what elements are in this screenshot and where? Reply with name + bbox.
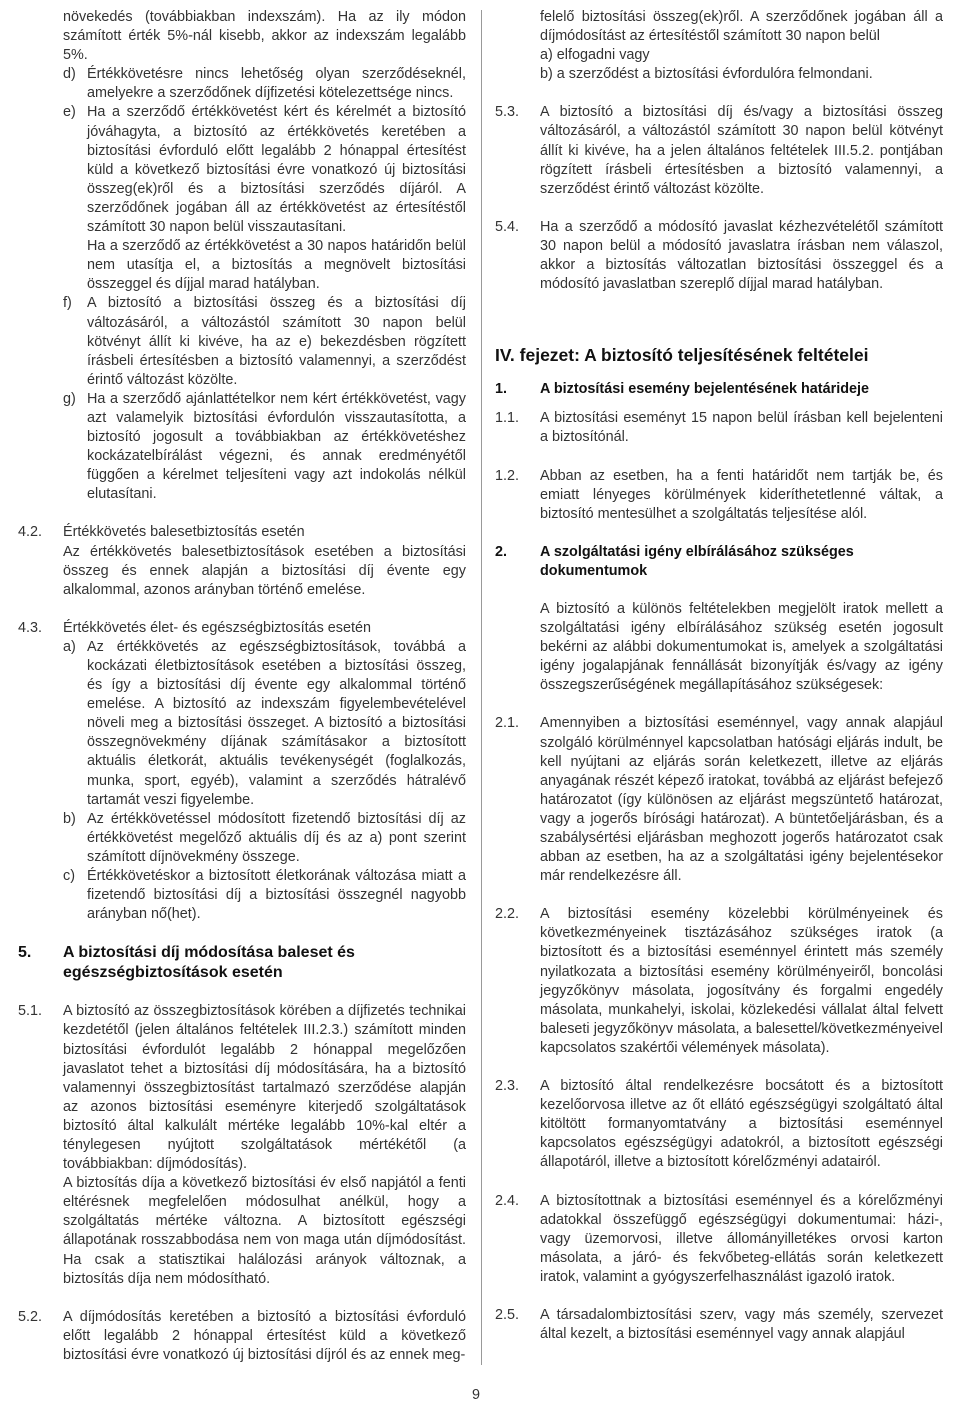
item-4-3-a: a) Az értékkövetés az egészségbiztosítások, továbbá a kockázati életbiztosítások esetében a biztosítási összeg, és így a biztosítási díj évente egy alkalommal történő emelése. A biztosító az indexszám figyelembevételével növeli meg a biztosítási összeget. A biztosító a biztosítási összegnövekmény díjának számításakor a biztosított aktuális életkorát, aktuális tevékenységét (foglalkozás, munka, sport, egyéb), valamint a szerződés hátralévő tartamát veszi figyelembe.: [63, 638, 466, 808]
section-5-2: 5.2. A díjmódosítás keretében a biztosító a biztosítási évforduló előtt legalább 2 hónappal értesítést küld a következő biztosítási évre vonatkozó új biztosítási díjról és az ennek meg-: [18, 1308, 466, 1363]
section-1-2: 1.2. Abban az esetben, ha a fenti határidőt nem tartják be, és emiatt lényeges körülmények kideríthetetlenné váltak, a biztosító mentesülhet a szolgáltatás teljesítése alól.: [495, 467, 943, 522]
column-separator: [481, 10, 482, 1365]
heading-5: 5. A biztosítási díj módosítása baleset és egészségbiztosítások esetén: [18, 944, 355, 982]
section-4-2-title: Értékkövetés balesetbiztosítás esetén: [63, 524, 305, 541]
option-b: b) a szerződést a biztosítási évfordulóra felmondani.: [540, 66, 873, 83]
section-4-2-text: Az értékkövetés balesetbiztosítások esetében a biztosítási összeg és ennek alapján a biztosítási díj évente egy alkalommal, azonos arányban történő emelése.: [63, 543, 466, 598]
item-e: e) Ha a szerződő értékkövetést kért és kérelmét a biztosító jóváhagyta, a biztosító az értékkövetés keretében a biztosítási évforduló előtt legalább 2 hónappal értesítést küld a következő biztosítási évre vonatkozó új biztosítási összeg(ek)ről és a biztosítási szerződés díjáról. A szerződőnek jogában áll az értékkövetést az értesítéstől számított 30 napon belül visszautasítani.: [63, 104, 466, 236]
chapter-title: IV. fejezet: A biztosító teljesítésének feltételei: [495, 345, 869, 366]
section-5-2-continuation: felelő biztosítási összeg(ek)ről. A szerződőnek jogában áll a díjmódosítást az értesítéstől számított 30 napon belül: [540, 9, 943, 45]
section-4-3-title: Értékkövetés élet- és egészségbiztosítás esetén: [63, 619, 371, 636]
left-column: [18, 8, 466, 1365]
paragraph-c-continuation: növekedés (továbbiakban indexszám). Ha az ily módon számított érték 5%-nál kisebb, akkor az indexszám legalább 5%.: [63, 9, 466, 64]
section-5-1-continuation: A biztosítás díja a következő biztosítási év első napjától a fenti eltérésnek megfelelően módosulhat anélkül, hogy a szolgáltatás mértéke változna. A biztosított egészségi állapotának rosszabbodása nem von maga után díjmódosítást. Ha csak a statisztikai halálozási arányok változnak, a biztosítás díja nem módosítható.: [63, 1175, 466, 1287]
option-a: a) elfogadni vagy: [540, 47, 650, 64]
item-4-3-b: b) Az értékkövetéssel módosított fizetendő biztosítási díj az értékkövetést megelőző aktuális díj és az a) pont szerint számított díjnövekmény összege.: [63, 810, 466, 865]
section-5-3: 5.3. A biztosító a biztosítási díj és/vagy a biztosítási összeg változásáról, a változástól számított 30 napon belül kötvényt állít ki kivéve, ha a jelen általános feltételek III.5.2. pontjában rögzített írásbeli értesítésben a biztosító valamennyi, a szerződést érintő változást közölte.: [495, 104, 943, 197]
section-4-2: 4.2. Értékkövetés balesetbiztosítás esetén Az értékkövetés balesetbiztosítások esetében a biztosítási összeg és ennek alapján a biztosítási díj évente egy alkalommal, azonos arányban történő emelése.: [18, 523, 466, 599]
heading-2: 2. A szolgáltatási igény elbírálásához szükséges dokumentumok: [495, 543, 854, 579]
item-f: f) A biztosító a biztosítási összeg és a biztosítási díj változásáról, a változástól számított 30 napon belül kötvényt állít ki kivéve, ha az e) bekezdésben rögzített írásbeli értesítésben a biztosító valamennyi, a szerződést érintő változást közölte.: [63, 295, 466, 388]
section-5-4: 5.4. Ha a szerződő a módosító javaslat kézhezvételétől számított 30 napon belül a módosító javaslatra írásban nem válaszol, akkor a biztosítás változatlan biztosítási összeggel és a módosító javaslatban szereplő díjjal marad hatályban.: [495, 218, 943, 293]
section-4-3: 4.3. Értékkövetés élet- és egészségbiztosítás esetén: [18, 619, 466, 638]
section-2-4: 2.4. A biztosítottnak a biztosítási eseménnyel és a kórelőzményi adatokkal összefüggő egészségügyi dokumentumai: házi-, vagy üzemorvosi, illetve állományilletékes orvosi karton másolata, a járó- és fekvőbeteg-ellátás során keletkezett iratok, valamint a gyógyszerfelhasználást igazoló iratok.: [495, 1192, 943, 1285]
section-2-5: 2.5. A társadalombiztosítási szerv, vagy más személy, szervezet által kezelt, a biztosítási eseménnyel vagy annak alapjául: [495, 1306, 943, 1343]
heading-1: 1. A biztosítási esemény bejelentésének határideje: [495, 381, 869, 398]
item-g: g) Ha a szerződő ajánlattételkor nem kért értékkövetést, vagy azt valamelyik biztosítási évfordulón visszautasította, a biztosító jogosult a továbbiakban az értékkövetéshez kockázatelbírálást végezni, és annak eredményétől függően a kérelmet teljesíteni vagy azt indokolás nélkül elutasítani.: [63, 390, 466, 503]
section-2-3: 2.3. A biztosító által rendelkezésre bocsátott és a biztosított kezelőorvosa illetve az őt ellátó egészségügyi szolgáltató által kitöltött formanyomtatvány a biztosítási eseménnyel kapcsolatos egészségügyi adatokról, a biztosított egészségi állapotáról, illetve a biztosított kórelőzményi adatairól.: [495, 1078, 943, 1171]
item-d: d) Értékkövetésre nincs lehetőség olyan szerződéseknél, amelyekre a szerződőnek díjfizetési kötelezettsége nincs.: [63, 66, 466, 102]
section-1-1: 1.1. A biztosítási eseményt 15 napon belül írásban kell bejelenteni a biztosítónál.: [495, 410, 943, 446]
section-5-1: 5.1. A biztosító az összegbiztosítások körében a díjfizetés technikai kezdetétől (jelen általános feltételek III.2.3.) számított minden biztosítási évfordulót legalább 2 hónappal megelőzően javaslatot tehet a biztosítási díj módosítására, ha a biztosító valamennyi összegbiztosítást tartalmazó szerződése alapján az azonos biztosítási eseményre kiterjedő szolgáltatások biztosító által kalkulált mértéke legalább 10%-kal eltér a ténylegesen nyújtott szolgáltatások mértékétől (a továbbiakban: díjmódosítás).: [18, 1003, 466, 1173]
item-e-continuation: Ha a szerződő az értékkövetést a 30 napos határidőn belül nem utasítja el, a biztosítás a megnövelt biztosítási összeggel és díjjal marad hatályban.: [87, 238, 466, 293]
right-column: [495, 8, 943, 1344]
page-number: 9: [472, 1387, 481, 1403]
section-2-1: 2.1. Amennyiben a biztosítási eseménnyel, vagy annak alapjául szolgáló körülménnyel kapcsolatban hatósági eljárás indult, be kell nyújtani az eljárás során keletkezett, illetve az eljárás anyagának részét képező iratokat, továbbá az eljárást befejező határozatot (így különösen az eljárást megszüntető határozat, vagy a jogerős bírósági határozat). A büntetőeljárásban, és a szabálysértési eljárásban meghozott jogerős határozatot csak abban az esetben, ha az a szolgáltatási igény bejelentésekor már rendelkezésre áll.: [495, 715, 943, 885]
section-2-2: 2.2. A biztosítási esemény közelebbi körülményeinek és következményeinek tisztázásához szükséges iratok (a biztosított és a biztosítási eseménnyel érintett más személy nyilatkozata a biztosítási esemény körülményeiről, boncolási jegyzőkönyv másolata, jogosítvány és forgalmi engedély másolata, munkahelyi, iskolai, közlekedési vállalat által felvett baleseti jegyzőkönyv másolata, a balesettel/következményeivel kapcsolatos szakértői vélemények másolata).: [495, 906, 943, 1056]
heading-2-text: A biztosító a különös feltételekben megjelölt iratok mellett a szolgáltatási igény elbírálásához szükség esetén jogosult bekérni az alábbi dokumentumokat is, amelyek a szolgáltatási igény jogalapjának fennállását bizonyítják és/vagy az igény összegszerűségének megállapításához szükségesek:: [540, 600, 943, 694]
item-4-3-c: c) Értékkövetéskor a biztosított életkorának változása miatt a fizetendő biztosítási díj a biztosítási összegnél nagyobb arányban nő(het).: [63, 868, 466, 923]
